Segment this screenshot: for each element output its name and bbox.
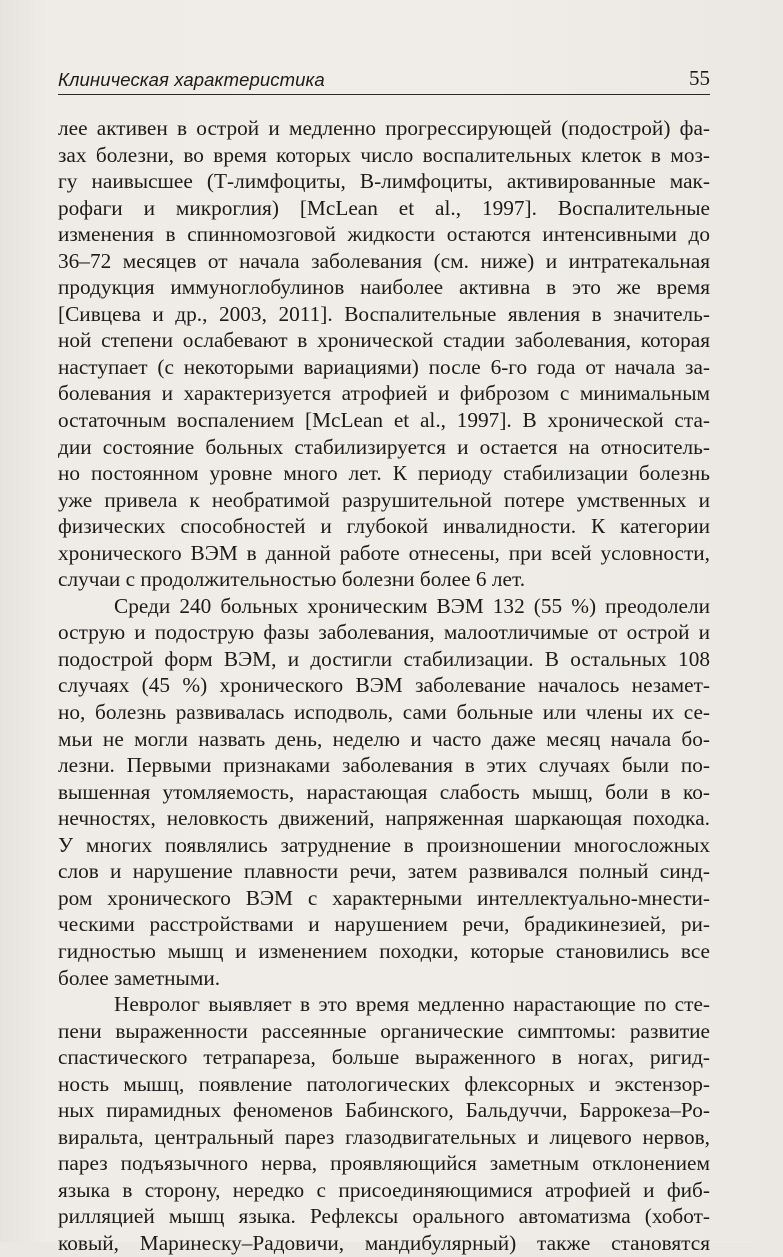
text-line: гидностью мышц и изменением походки, которые становились все: [58, 938, 710, 963]
text-line: ковый, Маринеску–Радовичи, мандибулярный) также становятся: [58, 1230, 710, 1255]
text-line: но постоянном уровне много лет. К периоду стабилизации болезнь: [58, 461, 710, 486]
text-line: ческими расстройствами и нарушением речи, брадикинезией, ри-: [58, 912, 710, 937]
text-line: остаточным воспалением [McLean et al., 1997]. В хронической ста-: [58, 408, 710, 433]
text-line: случаях (45 %) хронического ВЭМ заболевание началось незамет-: [58, 673, 710, 698]
text-line: мьи не могли назвать день, неделю и часто даже месяц начала бо-: [58, 726, 710, 751]
text-line: слов и нарушение плавности речи, затем развивался полный синд-: [58, 859, 710, 884]
running-header: [58, 66, 710, 95]
text-line: подострой форм ВЭМ, и достигли стабилизации. В остальных 108: [58, 646, 710, 671]
text-line: лее активен в острой и медленно прогрессирующей (подострой) фа-: [58, 116, 710, 140]
text-line: ность мышц, появление патологических флексорных и экстензор-: [58, 1071, 710, 1096]
text-line: болевания и характеризуется атрофией и фиброзом с минимальным: [58, 381, 710, 406]
text-line: физических способностей и глубокой инвалидности. К категории: [58, 514, 710, 539]
body-text: [58, 115, 710, 1257]
text-line: Невролог выявляет в это время медленно нарастающие по сте-: [114, 992, 710, 1017]
text-line: У многих появлялись затруднение в произношении многосложных: [58, 832, 710, 857]
text-line: Среди 240 больных хроническим ВЭМ 132 (55 %) преодолели: [114, 593, 710, 618]
text-line: спастического тетрапареза, больше выраженного в ногах, ригид-: [58, 1045, 710, 1070]
text-line: вышенная утомляемость, нарастающая слабость мышц, боли в ко-: [58, 779, 710, 804]
text-line: случаи с продолжительностью болезни более 6 лет.: [58, 567, 526, 592]
text-line: ром хронического ВЭМ с характерными интеллектуально-мнести-: [58, 885, 710, 910]
text-line: изменения в спинномозговой жидкости остаются интенсивными до: [58, 222, 710, 247]
text-line: продукция иммуноглобулинов наиболее активна в это же время: [58, 275, 710, 300]
text-line: более заметными.: [58, 965, 221, 990]
text-line: дии состояние больных стабилизируется и остается на относитель-: [58, 434, 710, 459]
text-line: но, болезнь развивалась исподволь, сами больные или члены их се-: [58, 700, 710, 725]
text-line: рофаги и микроглия) [McLean et al., 1997]. Воспалительные: [58, 195, 710, 220]
text-line: острую и подострую фазы заболевания, малоотличимые от острой и: [58, 620, 710, 645]
text-line: парез подъязычного нерва, проявляющийся заметным отклонением: [58, 1151, 710, 1176]
text-line: уже привела к необратимой разрушительной потере умственных и: [58, 487, 710, 512]
text-line: [Сивцева и др., 2003, 2011]. Воспалительные явления в значитель-: [58, 301, 710, 326]
paragraph-1: [58, 115, 710, 593]
text-line: 36–72 месяцев от начала заболевания (см. ниже) и интратекальная: [58, 248, 710, 273]
text-line: ных пирамидных феноменов Бабинского, Бальдуччи, Баррокеза–Ро-: [58, 1098, 710, 1123]
paragraph-3: [58, 991, 710, 1256]
text-line: нечностях, неловкость движений, напряженная шаркающая походка.: [58, 806, 710, 831]
text-line: гу наивысшее (Т-лимфоциты, В-лимфоциты, активированные мак-: [58, 169, 710, 194]
text-line: наступает (с некоторыми вариациями) после 6-го года от начала за-: [58, 354, 710, 379]
page-number: 55: [689, 66, 710, 90]
text-line: языка в сторону, нередко с присоединяющимися атрофией и фиб-: [58, 1177, 710, 1202]
text-line: виральта, центральный парез глазодвигательных и лицевого нервов,: [58, 1124, 710, 1149]
text-line: ной степени ослабевают в хронической стадии заболевания, которая: [58, 328, 710, 353]
text-line: рилляцией мышц языка. Рефлексы орального автоматизма (хобот-: [58, 1204, 710, 1229]
paragraph-2: [58, 593, 710, 991]
chapter-title: Клиническая характеристика: [58, 69, 325, 90]
text-line: пени выраженности рассеянные органические симптомы: развитие: [58, 1018, 710, 1043]
text-line: зах болезни, во время которых число воспалительных клеток в моз-: [58, 142, 710, 167]
text-line: лезни. Первыми признаками заболевания в этих случаях были по-: [58, 753, 710, 778]
text-line: хронического ВЭМ в данной работе отнесены, при всей условности,: [58, 540, 710, 565]
